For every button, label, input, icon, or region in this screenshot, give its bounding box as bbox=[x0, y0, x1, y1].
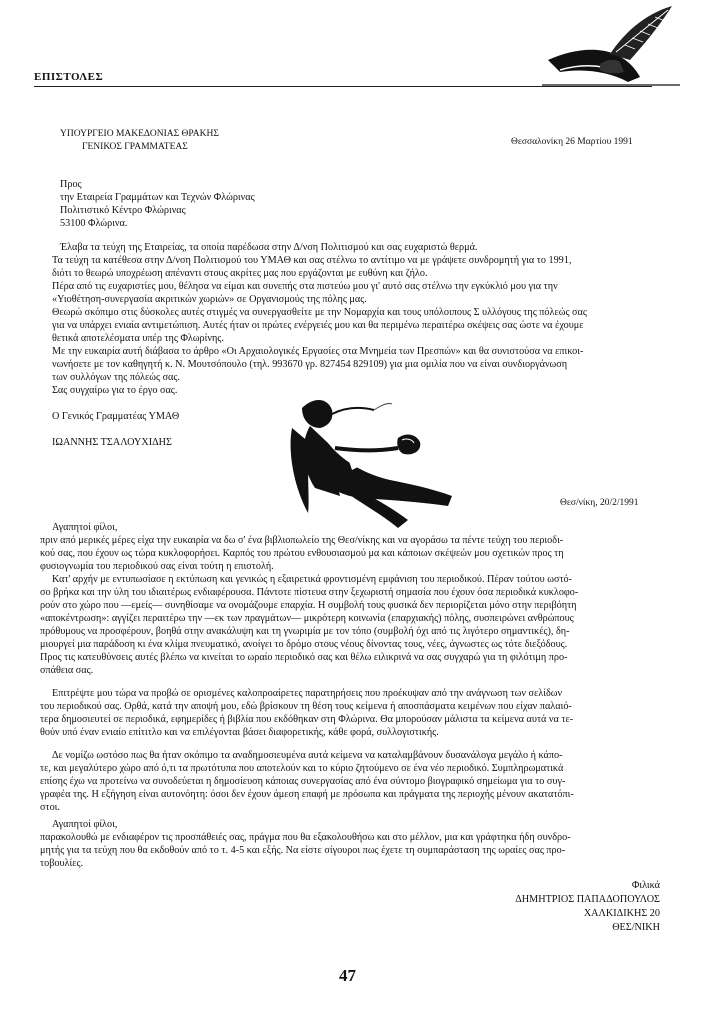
closing-salutation: Φιλικά bbox=[631, 880, 660, 891]
paragraph-line: Δε νομίζω ωστόσο πως θα ήταν σκόπιμο τα αναδημοσιευμένα αυτά κείμενα να καταλαμβάνουν δυσανάλογα μεγάλο ή κάπο- bbox=[52, 750, 563, 761]
paragraph-line: στοι. bbox=[40, 802, 60, 813]
page-number: 47 bbox=[339, 966, 356, 985]
paragraph-line: «αποκέντρωση»: αγγίζει περαιτέρω την —εκ των πραγμάτων— μικρότερη κοινωνία (επαρχιακής) πόλης, συσπειρώνει ανθρώπους bbox=[40, 613, 574, 624]
paragraph-line: Έλαβα τα τεύχη της Εταιρείας, τα οποία παρέδωσα στην Δ/νση Πολιτισμού και σας ευχαριστώ θερμά. bbox=[60, 242, 478, 253]
paragraph-line: μιουργεί μια παράδοση κι ένα κλίμα πνευματικό, ανοίγει το δρόμο στους νέους δίνοντας τους, νέες, άγνωστες ως τότε διεξόδους. bbox=[40, 639, 568, 650]
paragraph-line: θετικά αποτελέσματα υπέρ της Φλωρίνης. bbox=[52, 333, 224, 344]
sender-line-1: ΥΠΟΥΡΓΕΙΟ ΜΑΚΕΔΟΝΙΑΣ ΘΡΑΚΗΣ bbox=[60, 129, 219, 139]
paragraph-line: Τα τεύχη τα κατέθεσα στην Δ/νση Πολιτισμού του ΥΜΑΘ και σας στέλνω το αντίτιμο να με γράψετε συνδρομητή για το 1991, bbox=[52, 255, 572, 266]
paragraph-line: τοβουλίες. bbox=[40, 858, 84, 869]
letter1-signoff: Ο Γενικός Γραμματέας ΥΜΑΘ bbox=[52, 411, 180, 422]
paragraph-line: Πέρα από τις ευχαριστίες μου, θέλησα να είμαι και συνεπής στα πιστεύω μου γι' αυτό σας στέλνω την εγκύκλιό μου για την bbox=[52, 281, 558, 292]
recipient-line: Προς bbox=[60, 179, 82, 190]
paragraph-line: Προς τις κατευθύνσεις αυτές βλέπω να κινείται το ωραίο περιοδικό σας και θέλω ειλικρινά να σας συγχαρώ για τη φιλότιμη προ- bbox=[40, 652, 568, 663]
paragraph-line: γραφέα της. Η εξήγηση είναι αυτονόητη: όσοι δεν έχουν άμεση επαφή με πρόσωπα και πράγματα της περιοχής μένουν ακατατόπι- bbox=[40, 789, 574, 800]
closing-name: ΔΗΜΗΤΡΙΟΣ ΠΑΠΑΔΟΠΟΥΛΟΣ bbox=[515, 894, 660, 905]
paragraph-line: νωνήσετε με τον καθηγητή κ. Ν. Μουτσόπουλο (τηλ. 993670 γρ. 827454 829109) για μια ομιλία που να είναι συνδιοργάνωση bbox=[52, 359, 568, 370]
paragraph-line: τε, και μεγαλύτερο χώρο από ό,τι τα πρωτότυπα που αποτελούν και το κύριο ζητούμενο σε ένα νέο περιοδικό. Συμπληρωματικά bbox=[40, 763, 564, 774]
paragraph-line: σο βρήκα και την ύλη του ιδιαιτέρως ενδιαφέρουσα. Πάντοτε πίστευα στην ξεχωριστή σημασία που έχουν όσα περιοδικά κυκλοφο- bbox=[40, 587, 579, 598]
paragraph-line: Κατ' αρχήν με εντυπωσίασε η εκτύπωση και γενικώς η εξαιρετικά φροντισμένη εμφάνιση του περιοδικού. Πέραν τούτου ωστό- bbox=[52, 574, 573, 585]
paragraph-line: διότι το θεωρώ υποχρέωση απέναντι στους ακρίτες μας που εργάζονται με ευθύνη και ζήλο. bbox=[52, 268, 428, 279]
paragraph-line: πρόθυμους να προσφέρουν, βοηθά στην ανακάλυψη και τη γνωριμία με τον τόπο (συμβολή όχι από τις λιγότερο σημαντικές), δη- bbox=[40, 626, 570, 637]
paragraph-line: θούν υπό έναν ενιαίο επίτιτλο και να επιλέγονται βάσει διαφορετικής, κάθε φορά, συλλογιστικής. bbox=[40, 727, 439, 738]
paragraph-line: μητής για τα τεύχη που θα εκδοθούν από το τ. 4-5 και εξής. Να είστε σίγουροι πως έχετε τη συμπαράσταση της ωραίες σας προ- bbox=[40, 845, 566, 856]
paragraph-line: του περιοδικού σας. Ορθά, κατά την αποψή μου, εδώ βρίσκουν τη θέση τους κείμενα ή αποσπάσματα κειμένων που είχαν παλαιό- bbox=[40, 701, 572, 712]
paragraph-line: Αγαπητοί φίλοι, bbox=[52, 819, 118, 830]
quill-hand-illustration bbox=[540, 2, 685, 90]
section-title: ΕΠΙΣΤΟΛΕΣ bbox=[34, 71, 104, 83]
sender-line-2: ΓΕΝΙΚΟΣ ΓΡΑΜΜΑΤΕΑΣ bbox=[82, 142, 188, 152]
letter2-date: Θεσ/νίκη, 20/2/1991 bbox=[560, 498, 639, 508]
paragraph-line: Σας συγχαίρω για το έργο σας. bbox=[52, 385, 178, 396]
recipient-line: την Εταιρεία Γραμμάτων και Τεχνών Φλώρινας bbox=[60, 192, 255, 203]
paragraph-line: Επιτρέψτε μου τώρα να προβώ σε ορισμένες καλοπροαίρετες παρατηρήσεις που προέκυψαν από την ανάγνωση των σελίδων bbox=[52, 688, 563, 699]
paragraph-line: Αγαπητοί φίλοι, bbox=[52, 522, 118, 533]
paragraph-line: των συλλόγων της πόλεώς σας. bbox=[52, 372, 180, 383]
paragraph-line: για να υπάρχει ενιαία αντιμετώπιση. Αυτές ήταν οι πρώτες ενέργειές μου και θα περιμένω περαιτέρω σκέψεις σας ώστε να έχουμε bbox=[52, 320, 584, 331]
paragraph-line: κού σας, που έχουν ως τώρα κυκλοφορήσει. Καρπός του πρώτου ενθουσιασμού μα και κάποιων σκέψεών μου σχετικών προς τη bbox=[40, 548, 564, 559]
paragraph-line: τερα δημοσιευτεί σε περιοδικά, εφημερίδες ή βιβλία που εκδόθηκαν στη Φλώρινα. Θα μπορούσαν μάλιστα τα κείμενα αυτά να τε- bbox=[40, 714, 574, 725]
paragraph-line: σπάθεια σας. bbox=[40, 665, 94, 676]
paragraph-line: επίσης έχω να προτείνω να συνοδεύεται η δημοσίευση κάποιας συνεργασίας από ένα σύντομο βιογραφικό σημείωμα για το συγ- bbox=[40, 776, 566, 787]
paragraph-line: Με την ευκαιρία αυτή διάβασα το άρθρο «Οι Αρχαιολογικές Εργασίες στα Μνημεία των Πρεσπών» και θα συνιστούσα να επικοι- bbox=[52, 346, 584, 357]
closing-city: ΘΕΣ/ΝΙΚΗ bbox=[612, 922, 660, 933]
recipient-line: Πολιτιστικό Κέντρο Φλώρινας bbox=[60, 205, 186, 216]
letter1-signature-name: ΙΩΑΝΝΗΣ ΤΣΑΛΟΥΧΙΔΗΣ bbox=[52, 437, 172, 448]
paragraph-line: «Υιοθέτηση-συνεργασία ακριτικών χωριών» σε Οργανισμούς της πόλης μας. bbox=[52, 294, 367, 305]
closing-address: ΧΑΛΚΙΔΙΚΗΣ 20 bbox=[583, 908, 660, 919]
paragraph-line: παρακολουθώ με ενδιαφέρον τις προσπάθειές σας, πράγμα που θα εξακολουθήσω και στο μέλλον, μια και γράφτηκα ήδη συνδρο- bbox=[40, 832, 571, 843]
reading-man-illustration bbox=[280, 388, 460, 533]
letter1-date: Θεσσαλονίκη 26 Μαρτίου 1991 bbox=[511, 137, 633, 147]
paragraph-line: φυσιογνωμία του περιοδικού σας είναι τούτη η επιστολή. bbox=[40, 561, 274, 572]
paragraph-line: Θεωρώ σκόπιμο στις δύσκολες αυτές στιγμές να συνεργασθείτε με την Νομαρχία και τους υπόλοιπους Σ υλλόγους της πόλεώς σας bbox=[52, 307, 587, 318]
recipient-line: 53100 Φλώρινα. bbox=[60, 218, 128, 229]
paragraph-line: ρούν στο χώρο που —εμείς— συνηθίσαμε να ονομάζουμε επαρχία. Η συμβολή τους φυσικά δεν περιορίζεται μόνο στην περιβόητη bbox=[40, 600, 577, 611]
paragraph-line: πριν από μερικές μέρες είχα την ευκαιρία να δω σ' ένα βιβλιοπωλείο της Θεσ/νίκης και να αγοράσω τα πέντε τεύχη του περιοδι- bbox=[40, 535, 564, 546]
